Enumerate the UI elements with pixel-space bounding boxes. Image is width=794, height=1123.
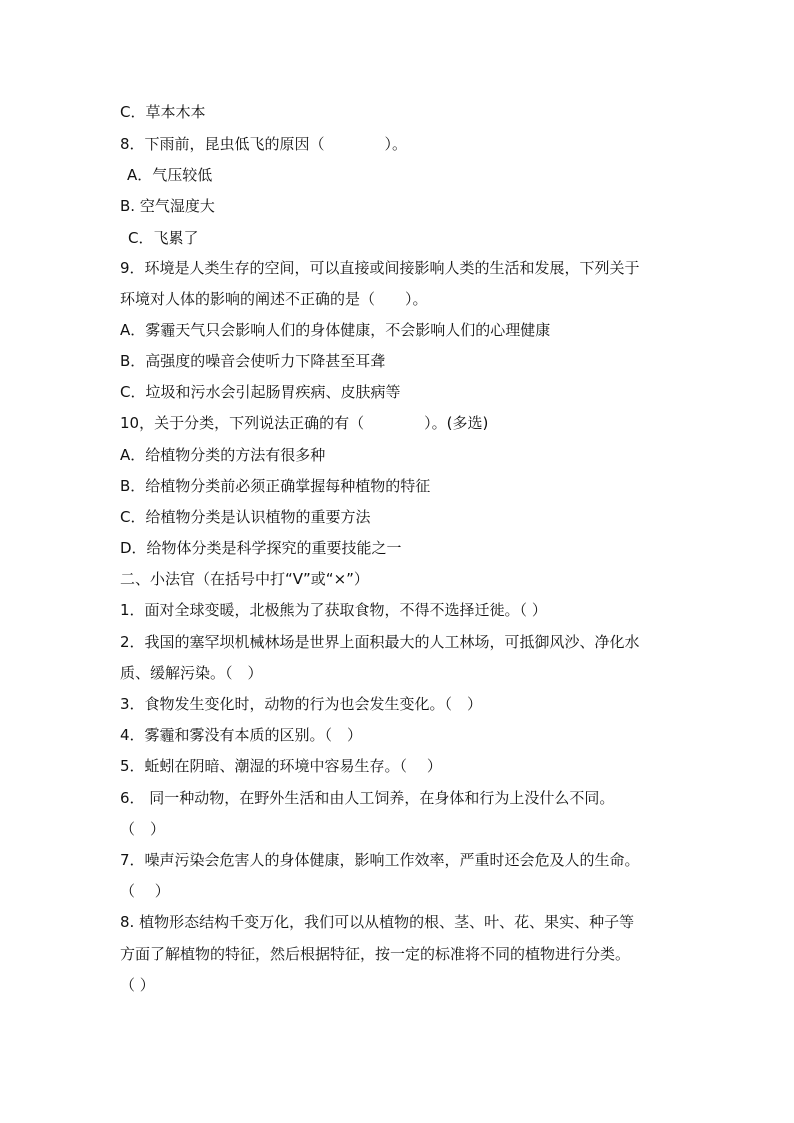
option-line: A．雾霾天气只会影响人们的身体健康，不会影响人们的心理健康 [120,321,551,339]
option-line: C．草本木本 [120,103,206,121]
option-line: C．给植物分类是认识植物的重要方法 [120,508,371,526]
option-line: A．给植物分类的方法有很多种 [120,446,326,464]
question-line: 9．环境是人类生存的空间，可以直接或间接影响人类的生活和发展，下列关于 [120,259,640,277]
question-line: 6． 同一种动物，在野外生活和由人工饲养，在身体和行为上没什么不同。 [120,789,615,807]
question-line: 8．下雨前，昆虫低飞的原因（ ）。 [120,135,408,153]
question-line: （ ） [120,882,170,900]
option-line: A．气压较低 [127,166,213,184]
question-line: 5．蚯蚓在阴暗、潮湿的环境中容易生存。（ ） [120,757,442,775]
question-line: 4．雾霾和雾没有本质的区别。（ ） [120,726,363,744]
question-line: （ ） [120,976,155,994]
option-line: D．给物体分类是科学探究的重要技能之一 [120,539,402,557]
question-line: 1．面对全球变暖，北极熊为了获取食物，不得不选择迁徙。（ ） [120,601,547,619]
option-line: C．垃圾和污水会引起肠胃疾病、皮肤病等 [120,383,401,401]
question-line: 3．食物发生变化时，动物的行为也会发生变化。（ ） [120,695,483,713]
option-line: C．飞累了 [128,229,199,247]
question-line: 2．我国的塞罕坝机械林场是世界上面积最大的人工林场，可抵御风沙、净化水 [120,633,640,651]
question-line: 8. 植物形态结构千变万化，我们可以从植物的根、茎、叶、花、果实、种子等 [120,913,635,931]
question-line: 10，关于分类，下列说法正确的有（ ）。(多选) [120,414,489,432]
question-line: 方面了解植物的特征，然后根据特征，按一定的标准将不同的植物进行分类。 [120,945,631,963]
question-line: 环境对人体的影响的阐述不正确的是（ ）。 [120,290,428,308]
section-heading: 二、小法官（在括号中打“V”或“×”） [120,570,369,588]
question-line: 质、缓解污染。（ ） [120,664,263,682]
option-line: B．给植物分类前必须正确掌握每种植物的特征 [120,477,431,495]
option-line: B．高强度的噪音会使听力下降甚至耳聋 [120,352,386,370]
question-line: 7．噪声污染会危害人的身体健康，影响工作效率，严重时还会危及人的生命。 [120,851,640,869]
question-line: （ ） [120,820,166,838]
option-line: B. 空气湿度大 [120,197,215,215]
